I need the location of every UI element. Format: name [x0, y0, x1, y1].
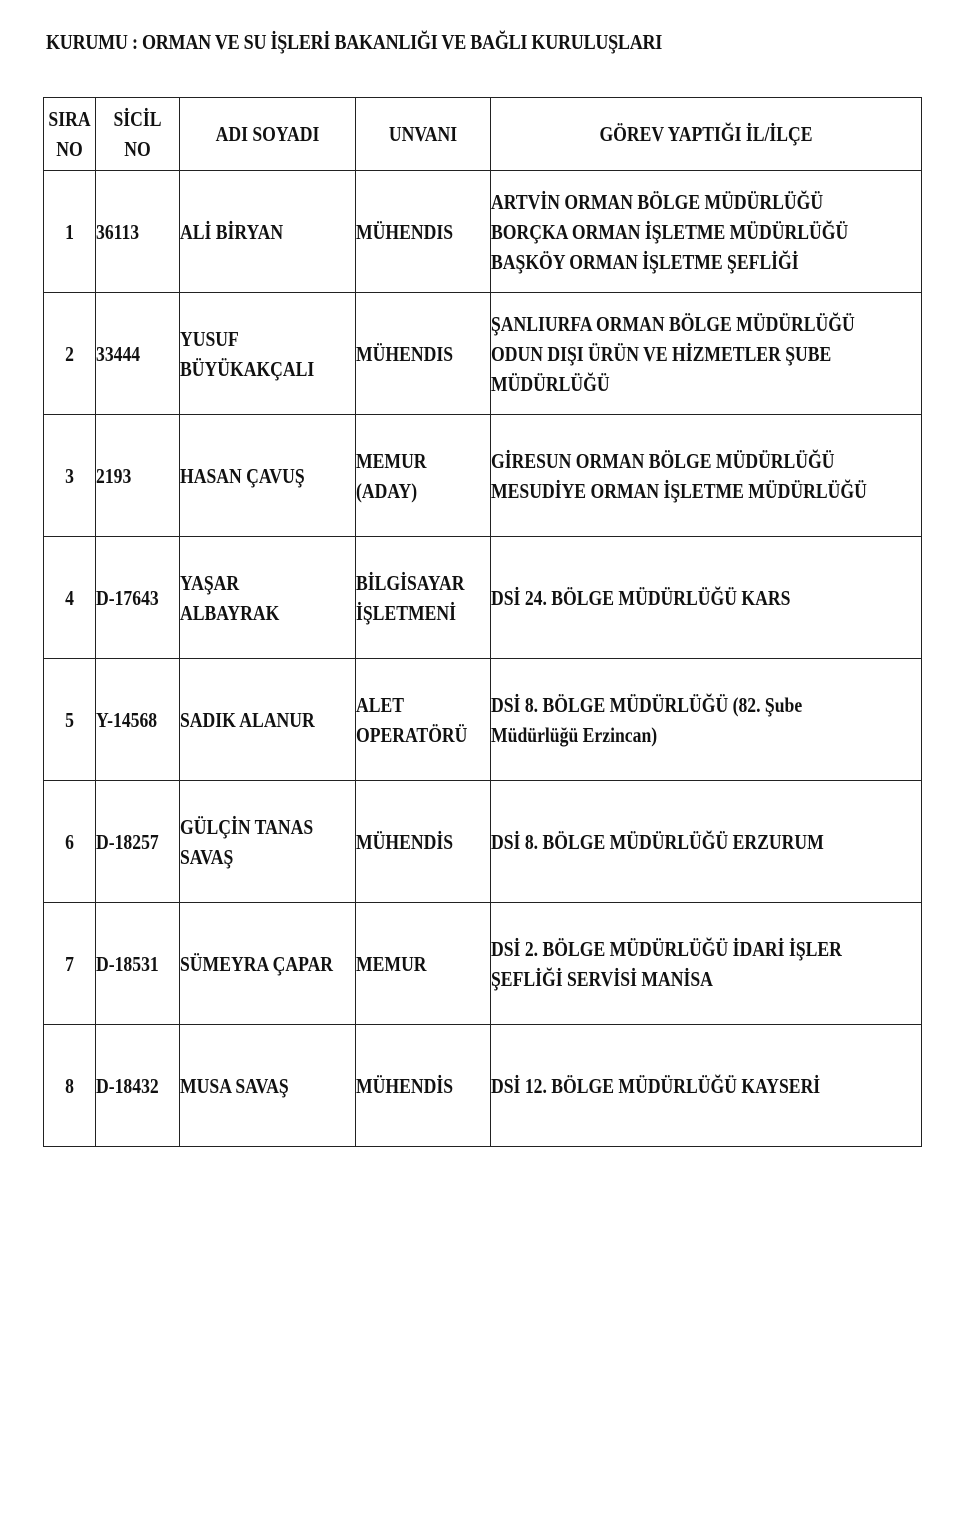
- job-title-cell: [356, 659, 491, 781]
- header-name: [180, 98, 356, 171]
- job-title-line: BİLGİSAYAR: [356, 570, 465, 595]
- person-name-cell: [180, 537, 356, 659]
- row-number: 1: [65, 219, 74, 244]
- row-number-cell: [44, 537, 96, 659]
- job-title-line: ALET: [356, 692, 405, 717]
- job-title-line: MÜHENDİS: [356, 1073, 454, 1098]
- table-row: [44, 781, 922, 903]
- row-number: 3: [65, 463, 74, 488]
- duty-location-line: DSİ 2. BÖLGE MÜDÜRLÜĞÜ İDARİ İŞLER: [491, 936, 842, 961]
- person-name-line: MUSA SAVAŞ: [180, 1073, 289, 1098]
- document-title: KURUMU : ORMAN VE SU İŞLERİ BAKANLIĞI VE BAĞLI KURULUŞLARI: [46, 30, 663, 54]
- duty-location-line: GİRESUN ORMAN BÖLGE MÜDÜRLÜĞÜ: [491, 448, 835, 473]
- registry-number: D-17643: [96, 585, 159, 610]
- header-label: SIRA: [48, 107, 91, 131]
- duty-location-cell: [491, 171, 922, 293]
- registry-number-cell: [96, 781, 180, 903]
- person-name-line: HASAN ÇAVUŞ: [180, 463, 305, 488]
- duty-location-cell: [491, 903, 922, 1025]
- row-number-cell: [44, 1025, 96, 1147]
- registry-number-cell: [96, 537, 180, 659]
- person-name-cell: [180, 415, 356, 537]
- person-name-line: ALBAYRAK: [180, 600, 280, 625]
- row-number: 4: [65, 585, 74, 610]
- job-title-cell: [356, 171, 491, 293]
- table-row: [44, 537, 922, 659]
- duty-location-line: ŞEFLİĞİ SERVİSİ MANİSA: [491, 966, 713, 991]
- job-title-line: İŞLETMENİ: [356, 600, 456, 625]
- job-title-line: MÜHENDİS: [356, 829, 454, 854]
- job-title-cell: [356, 293, 491, 415]
- table-header-row: [44, 98, 922, 171]
- duty-location-line: ŞANLIURFA ORMAN BÖLGE MÜDÜRLÜĞÜ: [491, 311, 855, 336]
- person-name-cell: [180, 781, 356, 903]
- job-title-cell: [356, 537, 491, 659]
- duty-location-line: Müdürlüğü Erzincan): [491, 722, 658, 747]
- duty-location-line: BORÇKA ORMAN İŞLETME MÜDÜRLÜĞÜ: [491, 219, 849, 244]
- duty-location-line: MESUDİYE ORMAN İŞLETME MÜDÜRLÜĞÜ: [491, 478, 867, 503]
- row-number: 8: [65, 1073, 74, 1098]
- person-name-cell: [180, 903, 356, 1025]
- registry-number-cell: [96, 171, 180, 293]
- row-number: 5: [65, 707, 74, 732]
- job-title-line: MÜHENDIS: [356, 219, 454, 244]
- header-sira-no: [44, 98, 96, 171]
- duty-location-line: ARTVİN ORMAN BÖLGE MÜDÜRLÜĞÜ: [491, 189, 824, 214]
- job-title-line: MÜHENDIS: [356, 341, 454, 366]
- job-title-line: (ADAY): [356, 478, 418, 503]
- job-title-cell: [356, 781, 491, 903]
- person-name-cell: [180, 1025, 356, 1147]
- row-number-cell: [44, 781, 96, 903]
- duty-location-line: BAŞKÖY ORMAN İŞLETME ŞEFLİĞİ: [491, 249, 799, 274]
- person-name-cell: [180, 659, 356, 781]
- header-label: NO: [56, 137, 83, 161]
- registry-number: 36113: [96, 219, 140, 244]
- job-title-line: OPERATÖRÜ: [356, 722, 468, 747]
- table-row: [44, 415, 922, 537]
- person-name-cell: [180, 293, 356, 415]
- row-number: 2: [65, 341, 74, 366]
- table-row: [44, 171, 922, 293]
- header-label: NO: [124, 137, 151, 161]
- table-row: [44, 1025, 922, 1147]
- job-title-line: MEMUR: [356, 448, 427, 473]
- person-name-line: YUSUF: [180, 326, 239, 351]
- duty-location-cell: [491, 659, 922, 781]
- table-row: [44, 659, 922, 781]
- header-label: UNVANI: [388, 122, 458, 146]
- person-name-line: ALİ BİRYAN: [180, 219, 284, 244]
- duty-location-line: MÜDÜRLÜĞÜ: [491, 371, 610, 396]
- duty-location-line: DSİ 24. BÖLGE MÜDÜRLÜĞÜ KARS: [491, 585, 791, 610]
- registry-number: D-18531: [96, 951, 159, 976]
- duty-location-cell: [491, 293, 922, 415]
- person-name-line: BÜYÜKAKÇALI: [180, 356, 315, 381]
- row-number-cell: [44, 415, 96, 537]
- person-name-line: YAŞAR: [180, 570, 240, 595]
- registry-number: D-18257: [96, 829, 159, 854]
- job-title-cell: [356, 415, 491, 537]
- row-number: 6: [65, 829, 74, 854]
- registry-number: 33444: [96, 341, 141, 366]
- registry-number-cell: [96, 659, 180, 781]
- duty-location-line: DSİ 8. BÖLGE MÜDÜRLÜĞÜ (82. Şube: [491, 692, 803, 717]
- person-name-line: GÜLÇİN TANAS: [180, 814, 314, 839]
- person-name-line: SAVAŞ: [180, 844, 234, 869]
- registry-number-cell: [96, 1025, 180, 1147]
- registry-number-cell: [96, 415, 180, 537]
- row-number: 7: [65, 951, 74, 976]
- row-number-cell: [44, 171, 96, 293]
- person-name-cell: [180, 171, 356, 293]
- table-body: [44, 171, 922, 1147]
- job-title-line: MEMUR: [356, 951, 427, 976]
- row-number-cell: [44, 903, 96, 1025]
- duty-location-line: DSİ 12. BÖLGE MÜDÜRLÜĞÜ KAYSERİ: [491, 1073, 821, 1098]
- registry-number: 2193: [96, 463, 132, 488]
- row-number-cell: [44, 659, 96, 781]
- registry-number-cell: [96, 903, 180, 1025]
- header-label: SİCİL: [113, 107, 162, 131]
- duty-location-cell: [491, 415, 922, 537]
- header-sicil-no: [96, 98, 180, 171]
- personnel-table: [43, 97, 922, 1147]
- header-label: GÖREV YAPTIĞI İL/İLÇE: [599, 122, 813, 146]
- header-label: ADI SOYADI: [215, 122, 320, 146]
- row-number-cell: [44, 293, 96, 415]
- header-place: [491, 98, 922, 171]
- duty-location-line: DSİ 8. BÖLGE MÜDÜRLÜĞÜ ERZURUM: [491, 829, 824, 854]
- table-row: [44, 903, 922, 1025]
- job-title-cell: [356, 1025, 491, 1147]
- person-name-line: SADIK ALANUR: [180, 707, 315, 732]
- duty-location-cell: [491, 1025, 922, 1147]
- person-name-line: SÜMEYRA ÇAPAR: [180, 951, 334, 976]
- duty-location-line: ODUN DIŞI ÜRÜN VE HİZMETLER ŞUBE: [491, 341, 832, 366]
- job-title-cell: [356, 903, 491, 1025]
- registry-number: D-18432: [96, 1073, 159, 1098]
- table-row: [44, 293, 922, 415]
- duty-location-cell: [491, 537, 922, 659]
- registry-number-cell: [96, 293, 180, 415]
- header-title: [356, 98, 491, 171]
- duty-location-cell: [491, 781, 922, 903]
- registry-number: Y-14568: [96, 707, 158, 732]
